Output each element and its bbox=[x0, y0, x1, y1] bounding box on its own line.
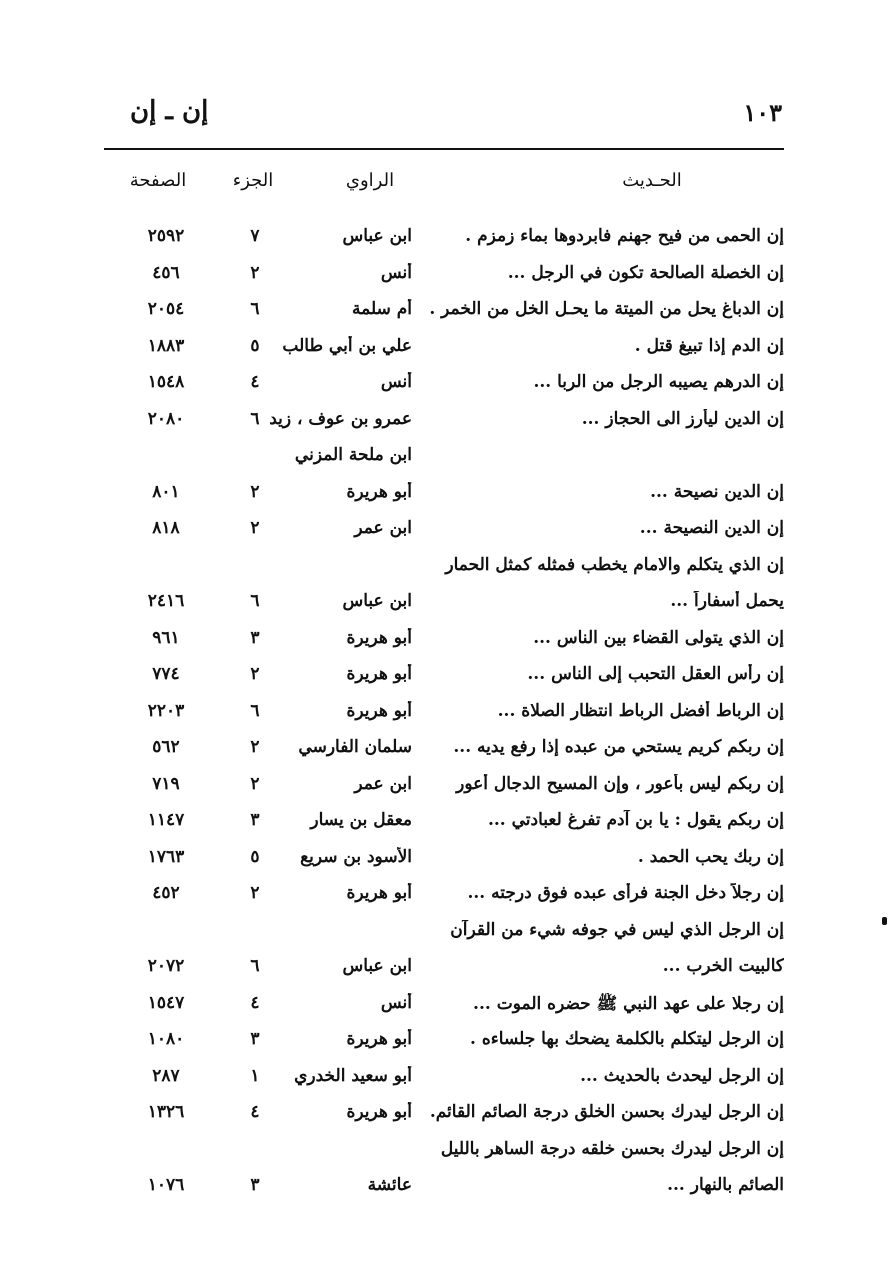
page-number-cell: ٢٤١٦ bbox=[147, 591, 185, 611]
narrator: معقل بن يسار bbox=[310, 810, 412, 830]
page-number-cell: ٢٥٩٢ bbox=[147, 226, 185, 246]
page-number-cell: ١١٤٧ bbox=[147, 810, 185, 830]
narrator: أم سلمة bbox=[352, 299, 412, 319]
volume-number: ٦ bbox=[250, 956, 260, 976]
page-number-cell: ٢٠٨٠ bbox=[147, 408, 185, 429]
page-number-cell: ٧٧٤ bbox=[152, 664, 180, 684]
hadith-text: إن رأس العقل التحبب إلى الناس ... bbox=[527, 664, 784, 684]
narrator: ابن عباس bbox=[342, 956, 412, 976]
page-number: ١٠٣ bbox=[743, 98, 782, 127]
table-row bbox=[0, 664, 892, 701]
narrator: أبو هريرة bbox=[346, 481, 412, 502]
page-number-cell: ٢٠٧٢ bbox=[147, 956, 185, 976]
page-number-cell: ٢٨٧ bbox=[152, 1065, 180, 1086]
column-header-juz: الجزء bbox=[232, 170, 274, 191]
column-header-rawi: الراوي bbox=[345, 170, 395, 191]
table-row bbox=[0, 299, 892, 336]
hadith-text: إن الحمى من فيح جهنم فابردوها بماء زمزم . bbox=[465, 226, 784, 246]
volume-number: ٧ bbox=[250, 226, 260, 246]
page-number-cell: ٨٠١ bbox=[152, 481, 180, 502]
hadith-text: إن الرجل ليحدث بالحديث ... bbox=[580, 1065, 784, 1086]
hadith-text: إن الدين ليأرز الى الحجاز ... bbox=[581, 408, 784, 429]
volume-number: ٥ bbox=[250, 846, 260, 867]
narrator: ابن عمر bbox=[354, 518, 412, 538]
table-row bbox=[0, 1029, 892, 1066]
page-number-cell: ٩٦١ bbox=[152, 627, 180, 648]
narrator: ابن عباس bbox=[342, 226, 412, 246]
page-number-cell: ١٧٦٣ bbox=[147, 846, 185, 867]
narrator: أبو هريرة bbox=[346, 1029, 412, 1049]
table-row bbox=[0, 883, 892, 920]
narrator: عمرو بن عوف ، زيد bbox=[269, 408, 412, 429]
volume-number: ٦ bbox=[250, 591, 260, 611]
hadith-text: إن الذي يتولى القضاء بين الناس ... bbox=[533, 627, 784, 648]
page-number-cell: ٨١٨ bbox=[152, 518, 180, 538]
table-row bbox=[0, 1066, 892, 1103]
hadith-text: إن ربكم ليس بأعور ، وإن المسيح الدجال أعور bbox=[456, 773, 784, 794]
page-number-cell: ١٠٨٠ bbox=[147, 1029, 185, 1049]
table-row bbox=[0, 482, 892, 519]
narrator: ابن عمر bbox=[354, 773, 412, 794]
table-row bbox=[0, 701, 892, 738]
column-header-hadith: الحـديث bbox=[622, 170, 682, 191]
volume-number: ٢ bbox=[250, 518, 260, 538]
volume-number: ٢ bbox=[250, 883, 260, 903]
table-row bbox=[0, 518, 892, 555]
narrator: أبو هريرة bbox=[346, 664, 412, 684]
table-row bbox=[0, 774, 892, 811]
page-number-cell: ١٨٨٣ bbox=[147, 335, 185, 356]
hadith-text: إن ربكم يقول : يا بن آدم تفرغ لعبادتي ... bbox=[487, 810, 784, 830]
table-row bbox=[0, 555, 892, 592]
narrator: أنس bbox=[380, 372, 412, 392]
hadith-text: إن الرجل ليدرك بحسن الخلق درجة الصائم القائم. bbox=[429, 1102, 784, 1122]
table-row bbox=[0, 263, 892, 300]
hadith-text: إن الرباط أفضل الرباط انتظار الصلاة ... bbox=[497, 700, 784, 721]
hadith-text: إن الدين النصيحة ... bbox=[639, 518, 784, 538]
narrator: علي بن أبي طالب bbox=[282, 335, 412, 356]
hadith-text: إن ربكم كريم يستحي من عبده إذا رفع يديه ... bbox=[453, 737, 784, 757]
table-row bbox=[0, 226, 892, 263]
margin-mark bbox=[882, 917, 887, 925]
table-row bbox=[0, 1139, 892, 1176]
volume-number: ٥ bbox=[250, 335, 260, 356]
page-number-cell: ٢٢٠٣ bbox=[147, 700, 185, 721]
narrator: أنس bbox=[380, 992, 412, 1013]
hadith-text: إن رجلا على عهد النبي ﷺ حضره الموت ... bbox=[473, 993, 784, 1014]
table-row bbox=[0, 920, 892, 957]
narrator: ابن ملحة المزني bbox=[294, 445, 412, 465]
volume-number: ١ bbox=[250, 1065, 260, 1086]
table-row bbox=[0, 956, 892, 993]
hadith-text: إن الدرهم يصيبه الرجل من الربا ... bbox=[533, 372, 784, 392]
volume-number: ٢ bbox=[250, 737, 260, 757]
volume-number: ٢ bbox=[250, 262, 260, 283]
table-row bbox=[0, 372, 892, 409]
hadith-text: إن الدباغ يحل من الميتة ما يحـل الخل من الخمر . bbox=[429, 299, 784, 319]
hadith-text: يحمل أسفاراً ... bbox=[670, 591, 784, 611]
hadith-index-table bbox=[0, 226, 892, 1212]
narrator: عائشة bbox=[367, 1175, 412, 1195]
running-head: إن ـ إن bbox=[130, 96, 209, 126]
narrator: أبو هريرة bbox=[346, 700, 412, 721]
table-row bbox=[0, 847, 892, 884]
volume-number: ٣ bbox=[250, 627, 260, 648]
volume-number: ٢ bbox=[250, 664, 260, 684]
hadith-text: كالبيت الخرب ... bbox=[662, 956, 784, 976]
table-row bbox=[0, 591, 892, 628]
hadith-text: إن الذي يتكلم والامام يخطب فمثله كمثل الحمار bbox=[445, 554, 784, 575]
page-number-cell: ٤٥٢ bbox=[152, 883, 180, 903]
table-row bbox=[0, 628, 892, 665]
volume-number: ٤ bbox=[250, 1102, 260, 1122]
volume-number: ٣ bbox=[250, 810, 260, 830]
table-row bbox=[0, 810, 892, 847]
header-rule bbox=[104, 148, 784, 150]
hadith-text: إن الدم إذا تبيغ قتل . bbox=[634, 335, 784, 356]
table-row bbox=[0, 993, 892, 1030]
volume-number: ٣ bbox=[250, 1175, 260, 1195]
hadith-text: إن ربك يحب الحمد . bbox=[637, 846, 784, 867]
table-row bbox=[0, 1175, 892, 1212]
volume-number: ٣ bbox=[250, 1029, 260, 1049]
volume-number: ٦ bbox=[250, 299, 260, 319]
page-number-cell: ٥٦٢ bbox=[152, 737, 180, 757]
volume-number: ٢ bbox=[250, 481, 260, 502]
page-number-cell: ١٥٤٨ bbox=[147, 372, 185, 392]
narrator: أبو هريرة bbox=[346, 883, 412, 903]
hadith-text: إن الرجل ليدرك بحسن خلقه درجة الساهر بالليل bbox=[440, 1138, 784, 1159]
narrator: سلمان الفارسي bbox=[298, 737, 412, 757]
page-number-cell: ٢٠٥٤ bbox=[147, 299, 185, 319]
hadith-text: إن الخصلة الصالحة تكون في الرجل ... bbox=[507, 262, 784, 283]
page-number-cell: ١٣٢٦ bbox=[147, 1102, 185, 1122]
page-number-cell: ١٥٤٧ bbox=[147, 992, 185, 1013]
table-row bbox=[0, 737, 892, 774]
hadith-text: إن الرجل ليتكلم بالكلمة يضحك بها جلساءه . bbox=[470, 1029, 784, 1049]
volume-number: ٦ bbox=[250, 408, 260, 429]
hadith-text: إن الدين نصيحة ... bbox=[650, 481, 784, 502]
volume-number: ٤ bbox=[250, 372, 260, 392]
table-row bbox=[0, 445, 892, 482]
narrator: الأسود بن سريع bbox=[300, 846, 412, 867]
page-number-cell: ٧١٩ bbox=[152, 773, 180, 794]
page-number-cell: ٤٥٦ bbox=[152, 262, 180, 283]
hadith-text: الصائم بالنهار ... bbox=[667, 1175, 784, 1195]
table-row bbox=[0, 336, 892, 373]
table-row bbox=[0, 409, 892, 446]
narrator: أبو سعيد الخدري bbox=[294, 1065, 412, 1086]
narrator: أنس bbox=[380, 262, 412, 283]
narrator: ابن عباس bbox=[342, 591, 412, 611]
volume-number: ٤ bbox=[250, 992, 260, 1013]
table-row bbox=[0, 1102, 892, 1139]
narrator: أبو هريرة bbox=[346, 627, 412, 648]
hadith-text: إن الرجل الذي ليس في جوفه شيء من القرآن bbox=[450, 919, 784, 940]
volume-number: ٢ bbox=[250, 773, 260, 794]
volume-number: ٦ bbox=[250, 700, 260, 721]
page-number-cell: ١٠٧٦ bbox=[147, 1175, 185, 1195]
column-header-page: الصفحة bbox=[129, 170, 187, 191]
hadith-text: إن رجلاً دخل الجنة فرأى عبده فوق درجته ... bbox=[467, 883, 784, 903]
narrator: أبو هريرة bbox=[346, 1102, 412, 1122]
